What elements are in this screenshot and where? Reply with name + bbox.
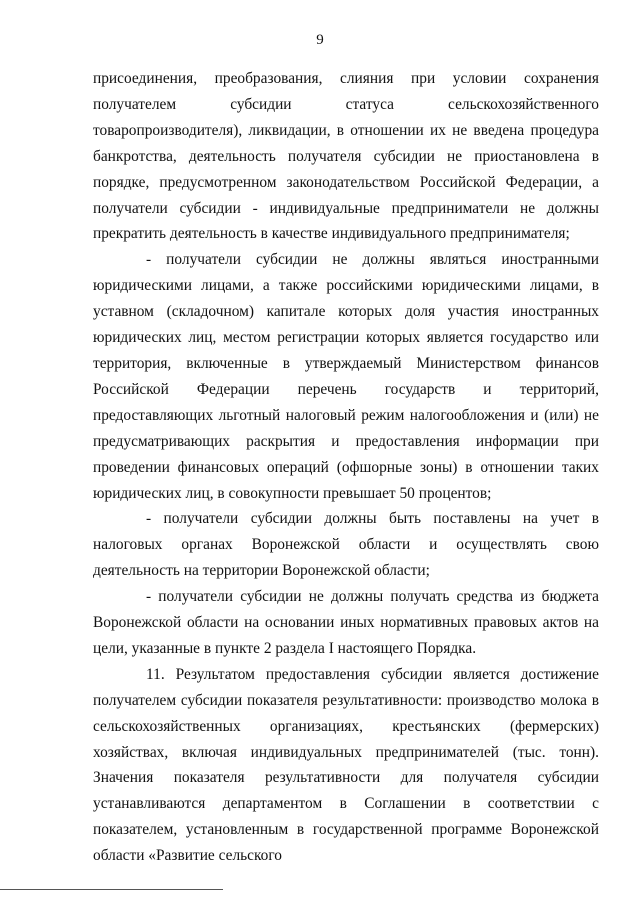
- paragraph-continuation: присоединения, преобразования, слияния при условии сохранения получателем субсидии статуса сельскохозяйственного товаропроизводителя), ликвидации, в отношении их не введена процедура банкротства, деятельность получателя субсидии не приостановлена в порядке, предусмотренном законодательством Российской Федерации, а получатели субсидии - индивидуальные предприниматели не должны прекратить деятельность в качестве индивидуального предпринимателя;: [93, 70, 599, 243]
- paragraph-tax-registration: - получатели субсидии должны быть поставлены на учет в налоговых органах Воронежской области и осуществлять свою деятельность на территории Воронежской области;: [93, 510, 599, 580]
- document-body: [93, 66, 599, 869]
- footer-divider: [0, 889, 223, 890]
- paragraph-foreign-entities: - получатели субсидии не должны являться иностранными юридическими лицами, а также российскими юридическими лицами, в уставном (складочном) капитале которых доля участия иностранных юридических лиц, местом регистрации которых является государство или территория, включенные в утверждаемый Министерством финансов Российской Федерации перечень государств и территорий, предоставляющих льготный налоговый режим налогообложения и (или) не предусматривающих раскрытия и предоставления информации при проведении финансовых операций (офшорные зоны) в отношении таких юридических лиц, в совокупности превышает 50 процентов;: [93, 251, 599, 502]
- paragraph-item-11: 11. Результатом предоставления субсидии является достижение получателем субсидии показателя результативности: производство молока в сельскохозяйственных организациях, крестьянских (фермерских) хозяйствах, включая индивидуальных предпринимателей (тыс. тонн). Значения показателя результативности для получателя субсидии устанавливаются департаментом в Соглашении в соответствии с показателем, установленным в государственной программе Воронежской области «Развитие сельского: [93, 665, 599, 865]
- paragraph-budget-funds: - получатели субсидии не должны получать средства из бюджета Воронежской области на основании иных нормативных правовых актов на цели, указанные в пункте 2 раздела I настоящего Порядка.: [93, 588, 599, 657]
- page-number: 9: [316, 32, 324, 48]
